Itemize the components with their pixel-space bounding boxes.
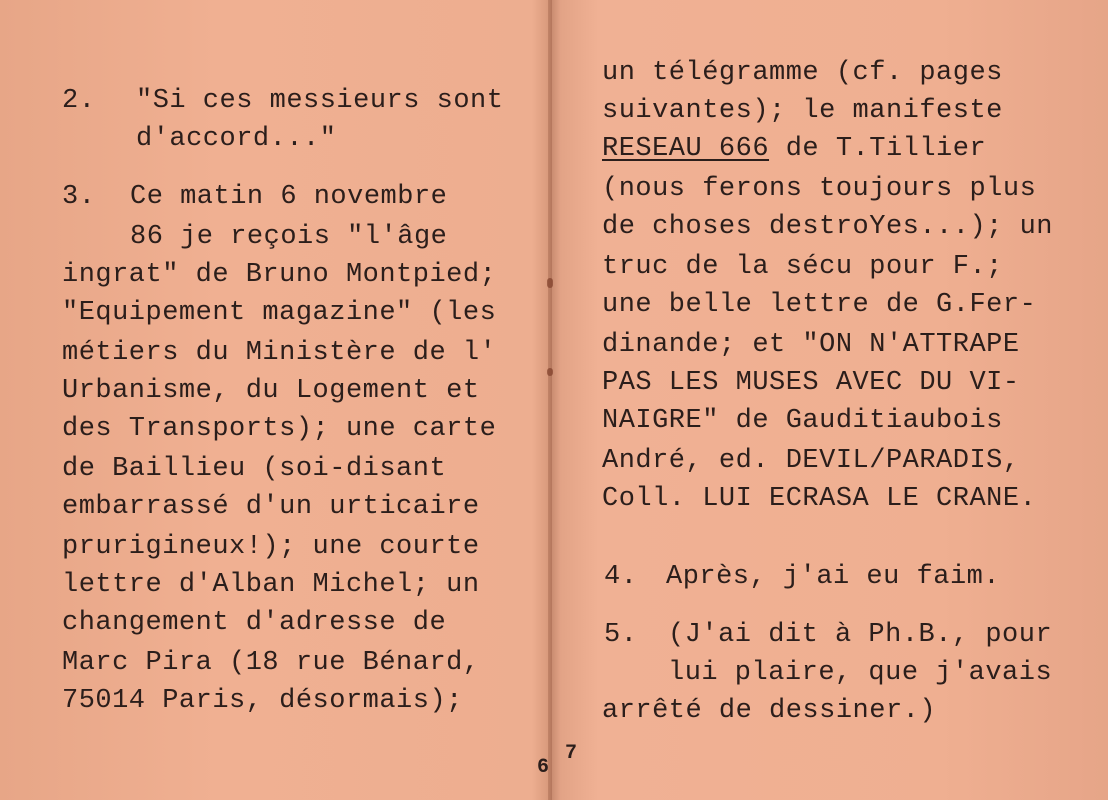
item-2-line: "Si ces messieurs sont	[136, 86, 504, 116]
page-number: 6	[537, 756, 550, 779]
item-3-line: 75014 Paris, désormais);	[62, 686, 463, 716]
item-3-line: "Equipement magazine" (les	[62, 298, 497, 328]
item-3-line: lettre d'Alban Michel; un	[62, 570, 480, 600]
text-line: PAS LES MUSES AVEC DU VI-	[602, 368, 1020, 398]
item-3-number: 3.	[62, 182, 96, 212]
text-line	[602, 134, 986, 164]
item-3-line: Urbanisme, du Logement et	[62, 376, 480, 406]
text-line: suivantes); le manifeste	[602, 96, 1003, 126]
item-5-line: arrêté de dessiner.)	[602, 696, 937, 726]
item-3-line: Marc Pira (18 rue Bénard,	[62, 648, 480, 678]
left-page	[0, 0, 548, 800]
item-3-line: changement d'adresse de	[62, 608, 447, 638]
item-4-number: 4.	[604, 562, 638, 592]
text-line: une belle lettre de G.Fer-	[602, 290, 1037, 320]
item-3-line: des Transports); une carte	[62, 414, 497, 444]
item-5-line: (J'ai dit à Ph.B., pour	[668, 620, 1053, 650]
underlined-title: RESEAU 666	[602, 134, 770, 164]
text-line: de choses destroYes...); un	[602, 212, 1053, 242]
item-3-line: métiers du Ministère de l'	[62, 338, 497, 368]
item-4-text: Après, j'ai eu faim.	[666, 562, 1001, 592]
item-3-line: embarrassé d'un urticaire	[62, 492, 480, 522]
item-3-line: de Baillieu (soi-disant	[62, 454, 447, 484]
item-3-line: Ce matin 6 novembre	[130, 182, 448, 212]
text-line: dinande; et "ON N'ATTRAPE	[602, 330, 1020, 360]
item-3-line: ingrat" de Bruno Montpied;	[62, 260, 497, 290]
item-3-line: 86 je reçois "l'âge	[130, 222, 448, 252]
text-fragment: de T.Tillier	[769, 134, 987, 164]
item-5-number: 5.	[604, 620, 638, 650]
text-line: un télégramme (cf. pages	[602, 58, 1003, 88]
item-2-number: 2.	[62, 86, 96, 116]
item-2-line: d'accord..."	[136, 124, 337, 154]
text-line: (nous ferons toujours plus	[602, 174, 1037, 204]
text-line: truc de la sécu pour F.;	[602, 252, 1003, 282]
text-line: NAIGRE" de Gauditiaubois	[602, 406, 1003, 436]
text-line: André, ed. DEVIL/PARADIS,	[602, 446, 1020, 476]
text-line: Coll. LUI ECRASA LE CRANE.	[602, 484, 1037, 514]
right-page	[552, 0, 1108, 800]
item-5-line: lui plaire, que j'avais	[668, 658, 1053, 688]
page-number: 7	[565, 742, 578, 765]
item-3-line: prurigineux!); une courte	[62, 532, 480, 562]
